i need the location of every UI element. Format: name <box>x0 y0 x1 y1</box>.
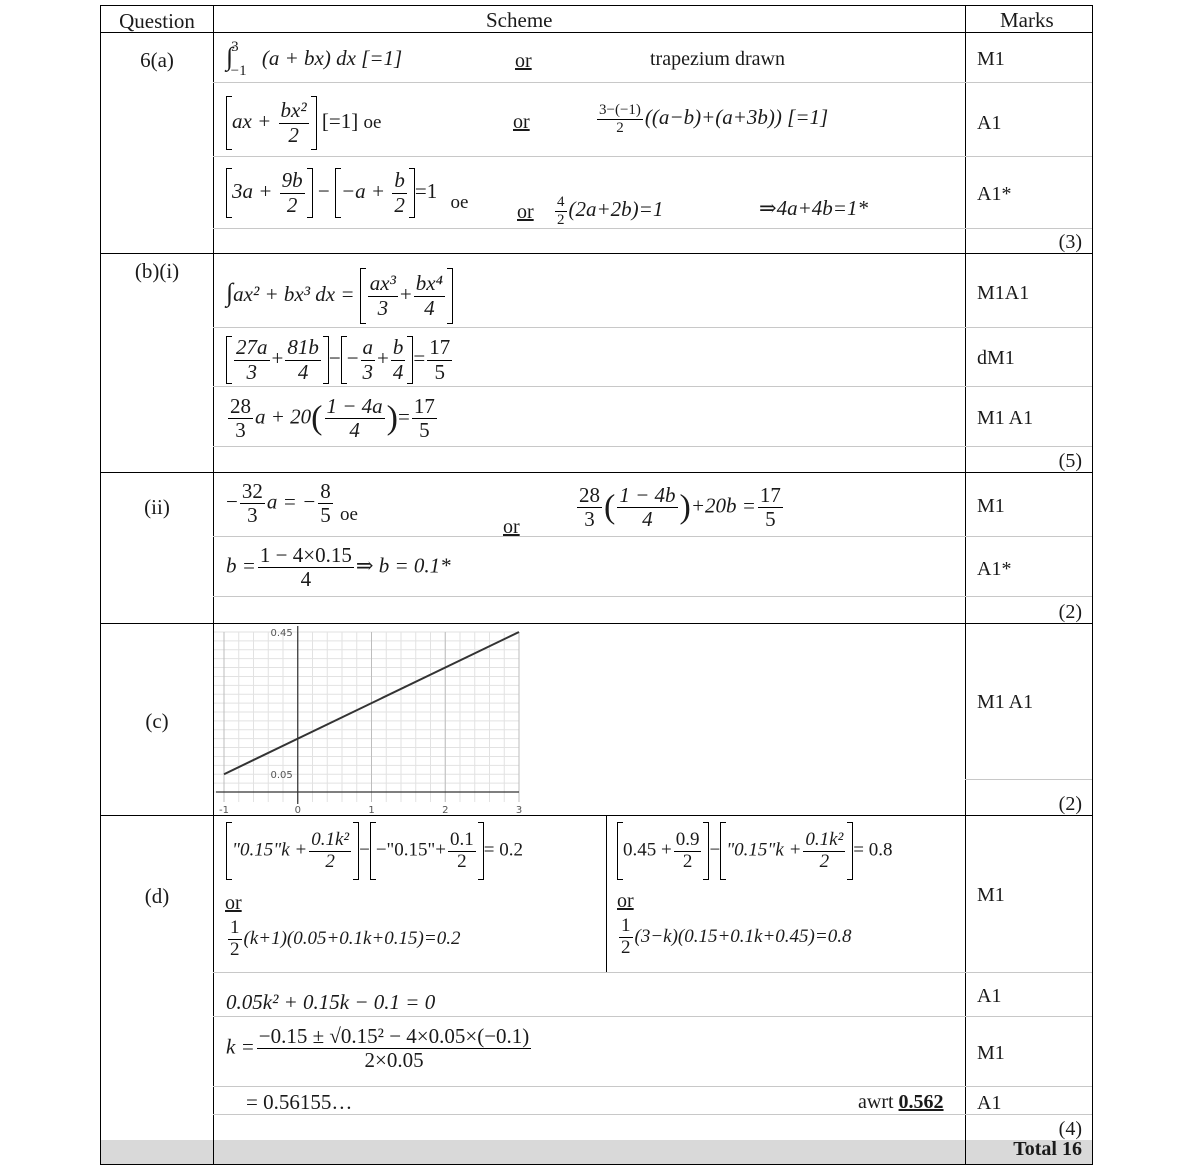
q6a-row2-or: or <box>513 111 530 133</box>
rule <box>965 1140 966 1164</box>
rule <box>213 228 1092 229</box>
q6bii-row1-expr: − $\frac{32}{3}$ a = − $\frac{8}{5}$ oe <box>226 479 358 528</box>
q6bii-row1-mark: M1 <box>977 495 1005 517</box>
q6bi-subtotal: (5) <box>1058 450 1082 472</box>
q6a-end-rule <box>101 253 1092 254</box>
total-marks: Total 16 <box>1013 1138 1082 1160</box>
rule <box>213 327 1092 328</box>
x-tick-label: 2 <box>442 805 449 815</box>
q6c-mark: M1 A1 <box>977 691 1034 713</box>
q6d-right-or: or <box>617 890 634 912</box>
q6d-label: (d) <box>144 884 170 908</box>
q6bi-row2-expr: $\frac{27a}{3}$ + $\frac{81b}{4}$ − − $\frac{a}{3}$ + $\frac{b}{4}$ = $\frac{17}{5}$ <box>226 336 454 384</box>
rule <box>213 156 1092 157</box>
q6bii-row1-alt: $\frac{28}{3}$ ( $\frac{1 - 4b}{4}$ )+20b = $\frac{17}{5}$ <box>579 483 781 532</box>
q6bi-row3-mark: M1 A1 <box>977 407 1034 429</box>
q6a-subtotal: (3) <box>1058 231 1082 253</box>
q6bi-end-rule <box>101 472 1092 473</box>
rule <box>965 779 1092 780</box>
q6a-row2-mark: A1 <box>977 112 1002 134</box>
q6d-left-expr: "0.15"k + $\frac{\text{0.1k²}}{2}$ − −"0.15"+ $\frac{0.1}{2}$ = 0.2 <box>226 822 523 880</box>
q6c-subtotal: (2) <box>1058 793 1082 815</box>
q6a-row1-mark: M1 <box>977 48 1005 70</box>
rule <box>213 386 1092 387</box>
q6a-row1-alt: trapezium drawn <box>650 48 785 70</box>
q6d-right-expr: 0.45 + $\frac{0.9}{2}$ − "0.15"k + $\frac{\text{0.1k²}}{2}$ = 0.8 <box>617 822 893 880</box>
mark-scheme-table <box>100 5 1093 1165</box>
q6a-row2-expr: ax + $\frac{\text{bx²}}{2}$ [=1] oe <box>226 96 381 150</box>
q6c-graph <box>214 624 531 815</box>
rule <box>213 446 1092 447</box>
q6bii-row2-mark: A1* <box>977 558 1012 580</box>
q6a-row2-alt: $\frac{3-(-1)}{2}$ ((a−b)+(a+3b)) [=1] <box>599 102 829 136</box>
rule <box>213 596 1092 597</box>
y-tick-label: 0.05 <box>270 770 293 782</box>
q6bi-label: (b)(i) <box>134 259 180 283</box>
q6d-right-alt: $\frac{1}{2}$ (3−k)(0.15+0.1k+0.45)=0.8 <box>621 915 852 958</box>
rule <box>213 1016 1092 1017</box>
rule <box>213 536 1092 537</box>
q6a-row1-expr: ∫$^3_{-1}$ (a + bx) dx [=1] <box>226 39 403 79</box>
q6a-row3-expr: 3a + $\frac{9b}{2}$ − −a + $\frac{b}{2}$ =1 oe <box>226 168 460 218</box>
q6bi-row2-mark: dM1 <box>977 347 1015 369</box>
q6a-label: 6(a) <box>140 48 174 72</box>
q6bii-subtotal: (2) <box>1058 601 1082 623</box>
q6a-row3-implies: ⇒4a+4b=1* <box>759 196 868 220</box>
q6d-split <box>606 815 607 972</box>
q6d-left-alt: $\frac{1}{2}$ (k+1)(0.05+0.1k+0.15)=0.2 <box>230 917 461 960</box>
q6d-subtotal: (4) <box>1058 1118 1082 1140</box>
q6d-left-or: or <box>225 892 242 914</box>
q6bi-row3-expr: $\frac{28}{3}$ a + 20( $\frac{1 - 4a}{4}$ )= $\frac{17}{5}$ <box>230 394 435 443</box>
q6d-row3-expr: k = $\frac{\text{−0.15 ± √0.15² − 4×0.05×(−0.1)}}{2\times 0.05}$ <box>226 1024 530 1073</box>
q6bi-row1-mark: M1A1 <box>977 282 1030 304</box>
header-rule <box>101 32 1092 33</box>
total-row <box>101 1140 1092 1164</box>
q6bii-row2-expr: b = $\frac{1 - 4\times 0.15}{4}$ ⇒ b = 0.1* <box>226 543 451 592</box>
q6d-row4-awrt: awrt 0.562 <box>858 1091 944 1113</box>
rule <box>213 1140 214 1164</box>
x-tick-label: 0 <box>294 805 301 815</box>
q6bii-row1-or: or <box>503 516 520 538</box>
q6d-row4-mark: A1 <box>977 1092 1002 1114</box>
rule <box>213 1114 1092 1115</box>
rule <box>213 82 1092 83</box>
x-tick-label: -1 <box>219 805 229 815</box>
q6a-row3-mark: A1* <box>977 183 1012 205</box>
header-marks: Marks <box>1000 8 1054 32</box>
q6bii-label: (ii) <box>144 495 170 519</box>
q6bi-row1-expr: ∫ax² + bx³ dx = $\frac{\text{ax³}}{3}$ + $\frac{\text{bx⁴}}{4}$ <box>226 268 453 324</box>
q6d-row2-mark: A1 <box>977 985 1002 1007</box>
col-divider-question <box>213 6 214 1164</box>
x-tick-label: 3 <box>515 805 523 815</box>
q6a-row3-alt: $\frac{4}{2}$ (2a+2b)=1 <box>557 194 664 228</box>
col-divider-marks <box>965 6 966 1164</box>
q6a-row3-or: or <box>517 201 534 223</box>
header-scheme: Scheme <box>486 8 553 32</box>
y-tick-label: 0.45 <box>270 628 293 639</box>
q6d-mark1: M1 <box>977 884 1005 906</box>
rule <box>213 1086 1092 1087</box>
x-tick-label: 1 <box>368 805 375 815</box>
header-question: Question <box>119 9 195 33</box>
q6d-row2-expr: 0.05k² + 0.15k − 0.1 = 0 <box>226 990 436 1014</box>
q6c-label: (c) <box>145 709 169 733</box>
q6d-row4-expr: = 0.56155… <box>246 1090 353 1114</box>
q6d-row3-mark: M1 <box>977 1042 1005 1064</box>
q6c-end-rule <box>101 815 1092 816</box>
rule <box>213 972 1092 973</box>
q6a-row1-or: or <box>515 50 532 72</box>
